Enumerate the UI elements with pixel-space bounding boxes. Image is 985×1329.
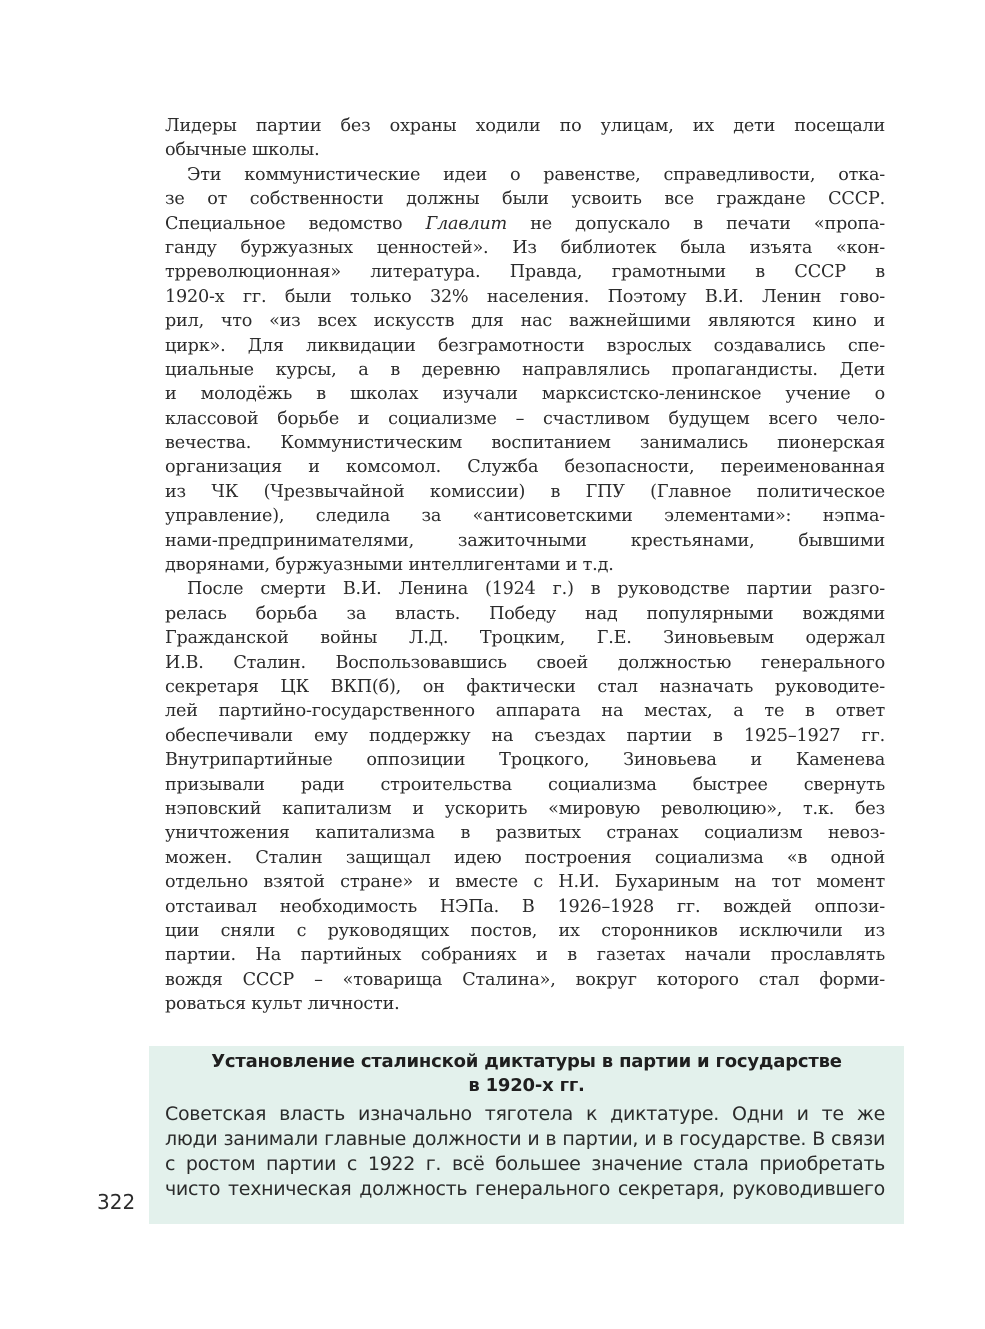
text-line: отдельно взятой стране» и вместе с Н.И. Бухариным на тот момент bbox=[165, 872, 885, 893]
info-box-line: чисто техническая должность генерального секретаря, руководившего bbox=[165, 1178, 885, 1200]
text-line: управление), следила за «антисоветскими элементами»: нэпма- bbox=[165, 506, 885, 527]
text-line: роваться культ личности. bbox=[165, 994, 400, 1015]
text-line: секретаря ЦК ВКП(б), он фактически стал назначать руководите- bbox=[165, 676, 885, 697]
text-line: релась борьба за власть. Победу над популярными вождями bbox=[165, 603, 885, 624]
info-box-line: с ростом партии с 1922 г. всё большее значение стала приобретать bbox=[165, 1153, 885, 1175]
text-line: нэповский капитализм и ускорить «мировую революцию», т.к. без bbox=[165, 798, 885, 819]
text-line: вечества. Коммунистическим воспитанием занимались пионерская bbox=[165, 433, 885, 454]
body-text bbox=[165, 114, 885, 1016]
text-line: лей партийно-государственного аппарата на местах, а те в ответ bbox=[165, 701, 885, 722]
text-line: И.В. Сталин. Воспользовавшись своей должностью генерального bbox=[165, 652, 885, 673]
text-line: отстаивал необходимость НЭПа. В 1926–1928 гг. вождей оппози- bbox=[165, 896, 885, 917]
text-line: можен. Сталин защищал идею построения социализма «в одной bbox=[165, 847, 885, 868]
info-box-title-line: Установление сталинской диктатуры в партии и государстве bbox=[211, 1051, 842, 1072]
text-line: и молодёжь в школах изучали марксистско-ленинское учение о bbox=[165, 384, 885, 405]
text-line: призывали ради строительства социализма быстрее свернуть bbox=[165, 774, 885, 795]
text-line: циальные курсы, а в деревню направлялись пропагандисты. Дети bbox=[165, 359, 885, 380]
text-line: уничтожения капитализма в развитых странах социализм невоз- bbox=[165, 823, 885, 844]
text-line: классовой борьбе и социализме – счастливом будущем всего чело- bbox=[165, 408, 885, 429]
text-line: Гражданской войны Л.Д. Троцким, Г.Е. Зиновьевым одержал bbox=[165, 628, 885, 649]
text-line: обеспечивали ему поддержку на съездах партии в 1925–1927 гг. bbox=[165, 725, 885, 746]
text-line: цирк». Для ликвидации безграмотности взрослых создавались спе- bbox=[165, 335, 885, 356]
info-box-title-line: в 1920-х гг. bbox=[468, 1075, 585, 1096]
info-box bbox=[149, 1046, 904, 1224]
text-line: Специальное ведомство Главлит не допускало в печати «пропа- bbox=[165, 213, 885, 234]
text-line: нами-предпринимателями, зажиточными крестьянами, бывшими bbox=[165, 530, 885, 551]
text-line: партии. На партийных собраниях и в газетах начали прославлять bbox=[165, 945, 885, 966]
info-box-line: Советская власть изначально тяготела к диктатуре. Одни и те же bbox=[165, 1103, 885, 1125]
text-line: рил, что «из всех искусств для нас важнейшими являются кино и bbox=[165, 311, 885, 332]
text-line: 1920-х гг. были только 32% населения. Поэтому В.И. Ленин гово- bbox=[165, 286, 885, 307]
info-box-title bbox=[149, 1046, 904, 1098]
page-number: 322 bbox=[97, 1190, 136, 1214]
text-line: вождя СССР – «товарища Сталина», вокруг которого стал форми- bbox=[165, 969, 885, 990]
text-line: зе от собственности должны были усвоить все граждане СССР. bbox=[165, 189, 885, 210]
text-line: из ЧК (Чрезвычайной комиссии) в ГПУ (Главное политическое bbox=[165, 481, 885, 502]
text-line: Эти коммунистические идеи о равенстве, справедливости, отка- bbox=[187, 164, 885, 185]
text-line: дворянами, буржуазными интеллигентами и т.д. bbox=[165, 555, 614, 576]
info-box-text bbox=[165, 1102, 885, 1202]
text-line: После смерти В.И. Ленина (1924 г.) в руководстве партии разго- bbox=[187, 579, 885, 600]
text-line: ции сняли с руководящих постов, их сторонников исключили из bbox=[165, 920, 885, 941]
italic-term: Главлит bbox=[425, 213, 507, 234]
text-line: Внутрипартийные оппозиции Троцкого, Зиновьева и Каменева bbox=[165, 750, 885, 771]
text-line: Лидеры партии без охраны ходили по улицам, их дети посещали bbox=[165, 116, 885, 136]
info-box-line: люди занимали главные должности и в партии, и в государстве. В связи bbox=[165, 1128, 885, 1150]
text-line: ганду буржуазных ценностей». Из библиотек была изъята «кон- bbox=[165, 237, 885, 258]
text-line: организация и комсомол. Служба безопасности, переименованная bbox=[165, 457, 885, 478]
text-line: трреволюционная» литература. Правда, грамотными в СССР в bbox=[165, 262, 885, 283]
text-line: обычные школы. bbox=[165, 140, 320, 161]
